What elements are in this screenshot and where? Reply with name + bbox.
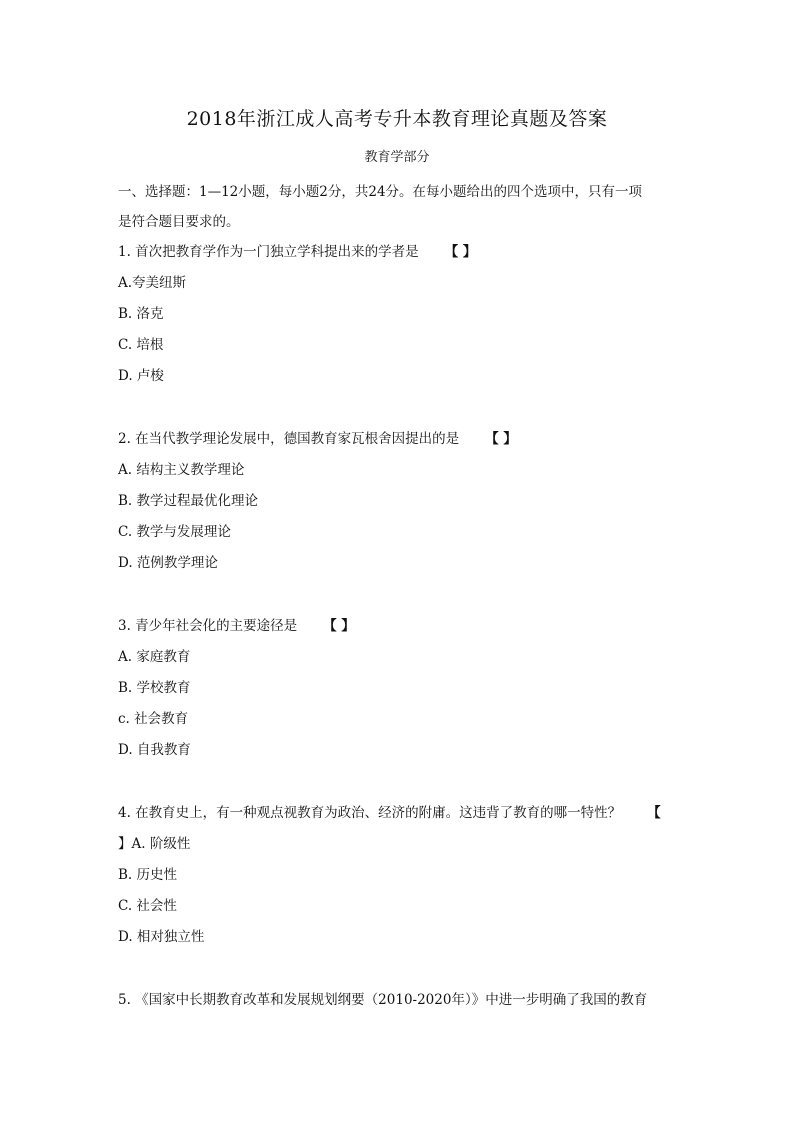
question-4-option-c: C. 社会性 [118, 898, 177, 914]
question-1-answer-bracket: 【 】 [444, 244, 477, 260]
question-4-option-d: D. 相对独立性 [118, 929, 205, 945]
question-2-stem: 2. 在当代教学理论发展中，德国教育家瓦根舍因提出的是 [118, 431, 460, 447]
question-3-option-b: B. 学校教育 [118, 680, 191, 696]
question-2-option-d: D. 范例教学理论 [118, 555, 218, 571]
section-intro-line-2: 是符合题目要求的。 [118, 214, 240, 230]
question-2-stem-line [118, 427, 517, 447]
question-4-stem-line [118, 801, 661, 821]
question-3-option-a: A. 家庭教育 [118, 649, 191, 665]
question-1-stem: 1. 首次把教育学作为一门独立学科提出来的学者是 [118, 244, 419, 260]
question-4-stem: 4. 在教育史上，有一种观点视教育为政治、经济的附庸。这违背了教育的哪一特性？ [118, 805, 622, 821]
question-4-answer-bracket-open: 【 [647, 805, 661, 821]
section-subtitle: 教育学部分 [364, 150, 430, 165]
question-1-stem-line [118, 240, 476, 260]
question-3-option-c: c. 社会教育 [118, 711, 189, 727]
question-2-option-b: B. 教学过程最优化理论 [118, 493, 259, 509]
question-1-option-d: D. 卢梭 [118, 368, 164, 384]
question-3-option-d: D. 自我教育 [118, 742, 191, 758]
question-2-option-c: C. 教学与发展理论 [118, 524, 231, 540]
question-1-option-c: C. 培根 [118, 337, 164, 353]
question-4-option-b: B. 历史性 [118, 867, 178, 883]
question-3-answer-bracket: 【 】 [323, 618, 355, 634]
question-1-option-a: A.夸美纽斯 [118, 275, 187, 291]
question-3-stem: 3. 青少年社会化的主要途径是 [118, 618, 298, 634]
question-3-stem-line [118, 614, 355, 634]
question-4-option-a-line: 】A. 阶级性 [118, 836, 191, 852]
question-5-stem: 5. 《国家中长期教育改革和发展规划纲要（2010-2020年）》中进一步明确了我国的教育 [118, 992, 648, 1008]
question-2-option-a: A. 结构主义教学理论 [118, 462, 245, 478]
question-2-answer-bracket: 【 】 [485, 431, 517, 447]
section-intro-line-1: 一、选择题：1—12小题，每小题2分，共24分。在每小题给出的四个选项中，只有一项 [118, 184, 643, 200]
question-1-option-b: B. 洛克 [118, 306, 164, 322]
page-title: 2018年浙江成人高考专升本教育理论真题及答案 [186, 108, 608, 130]
